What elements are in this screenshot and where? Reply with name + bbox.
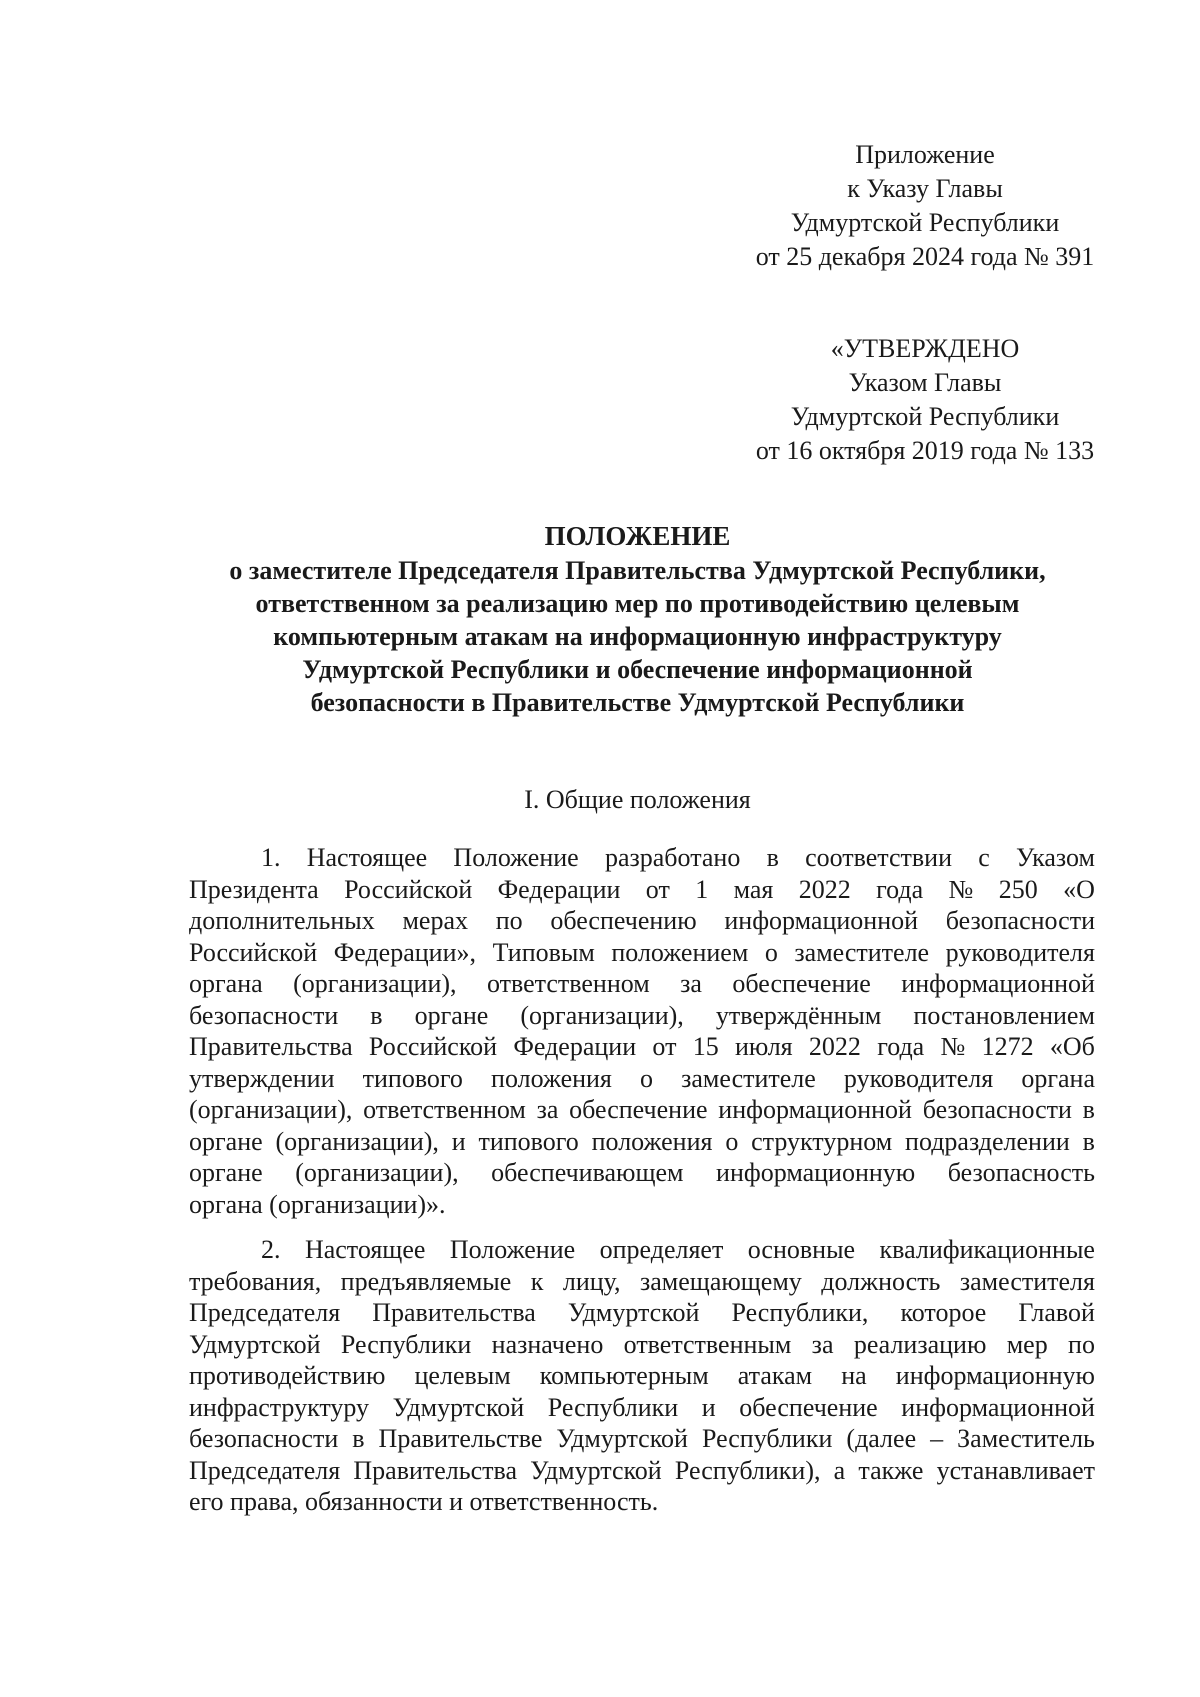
paragraph-line: безопасности в Правительстве Удмуртской Республики (далее – Заместитель bbox=[189, 1424, 1095, 1453]
paragraph-line: Президента Российской Федерации от 1 мая 2022 года № 250 «О bbox=[189, 874, 1095, 904]
paragraph-line: требования, предъявляемые к лицу, замещающему должность заместителя bbox=[189, 1266, 1095, 1296]
approval-line: от 16 октября 2019 года № 133 bbox=[755, 436, 1095, 465]
paragraph-line: 2. Настоящее Положение определяет основные квалификационные bbox=[261, 1235, 1095, 1264]
paragraph-line: Председателя Правительства Удмуртской Республики, которое Главой bbox=[189, 1298, 1095, 1327]
paragraph-line: утверждении типового положения о заместителе руководителя органа bbox=[189, 1063, 1095, 1093]
paragraph-2 bbox=[189, 1234, 1095, 1518]
paragraph-line: органе (организации), обеспечивающем информационную безопасность bbox=[189, 1158, 1095, 1187]
paragraph-line: органа (организации), ответственном за обеспечение информационной bbox=[189, 969, 1095, 998]
paragraph-line: его права, обязанности и ответственность. bbox=[189, 1487, 659, 1516]
document-subtitle-line: о заместителе Председателя Правительства Удмуртской Республики, bbox=[229, 556, 1046, 585]
paragraph-line: Удмуртской Республики назначено ответственным за реализацию мер по bbox=[189, 1329, 1095, 1359]
appendix-line: Приложение bbox=[855, 140, 995, 169]
paragraph-line: Председателя Правительства Удмуртской Республики), а также устанавливает bbox=[189, 1455, 1095, 1485]
approval-block bbox=[730, 332, 1120, 468]
paragraph-line: инфраструктуру Удмуртской Республики и обеспечение информационной bbox=[189, 1392, 1095, 1422]
approval-line: Удмуртской Республики bbox=[790, 402, 1060, 431]
paragraph-line: противодействию целевым компьютерным атакам на информационную bbox=[189, 1361, 1095, 1390]
document-subtitle-line: компьютерным атакам на информационную инфраструктуру bbox=[273, 622, 1002, 651]
appendix-line: Удмуртской Республики bbox=[790, 208, 1060, 237]
paragraph-1 bbox=[189, 842, 1095, 1220]
appendix-line: от 25 декабря 2024 года № 391 bbox=[755, 242, 1095, 271]
paragraph-line: 1. Настоящее Положение разработано в соответствии с Указом bbox=[261, 843, 1095, 872]
approval-line: Указом Главы bbox=[848, 368, 1002, 397]
paragraph-line: безопасности в органе (организации), утверждённым постановлением bbox=[189, 1000, 1095, 1030]
paragraph-line: (организации), ответственном за обеспечение информационной безопасности в bbox=[189, 1095, 1095, 1124]
paragraph-line: Правительства Российской Федерации от 15 июля 2022 года № 1272 «Об bbox=[189, 1032, 1095, 1061]
paragraph-line: органа (организации)». bbox=[189, 1189, 446, 1219]
document-subtitle-line: ответственном за реализацию мер по противодействию целевым bbox=[255, 589, 1020, 618]
paragraph-line: Российской Федерации», Типовым положением о заместителе руководителя bbox=[189, 937, 1095, 967]
appendix-block bbox=[730, 138, 1120, 274]
document-subtitle-line: безопасности в Правительстве Удмуртской Республики bbox=[310, 688, 965, 717]
document-title: ПОЛОЖЕНИЕ bbox=[544, 521, 731, 551]
paragraph-line: органе (организации), и типового положения о структурном подразделении в bbox=[189, 1126, 1095, 1156]
paragraph-line: дополнительных мерах по обеспечению информационной безопасности bbox=[189, 906, 1095, 935]
document-subtitle-line: Удмуртской Республики и обеспечение информационной bbox=[302, 655, 973, 684]
appendix-line: к Указу Главы bbox=[847, 174, 1003, 203]
section-heading: I. Общие положения bbox=[524, 785, 751, 814]
document-title-block bbox=[180, 520, 1095, 719]
approval-line: «УТВЕРЖДЕНО bbox=[830, 334, 1020, 363]
